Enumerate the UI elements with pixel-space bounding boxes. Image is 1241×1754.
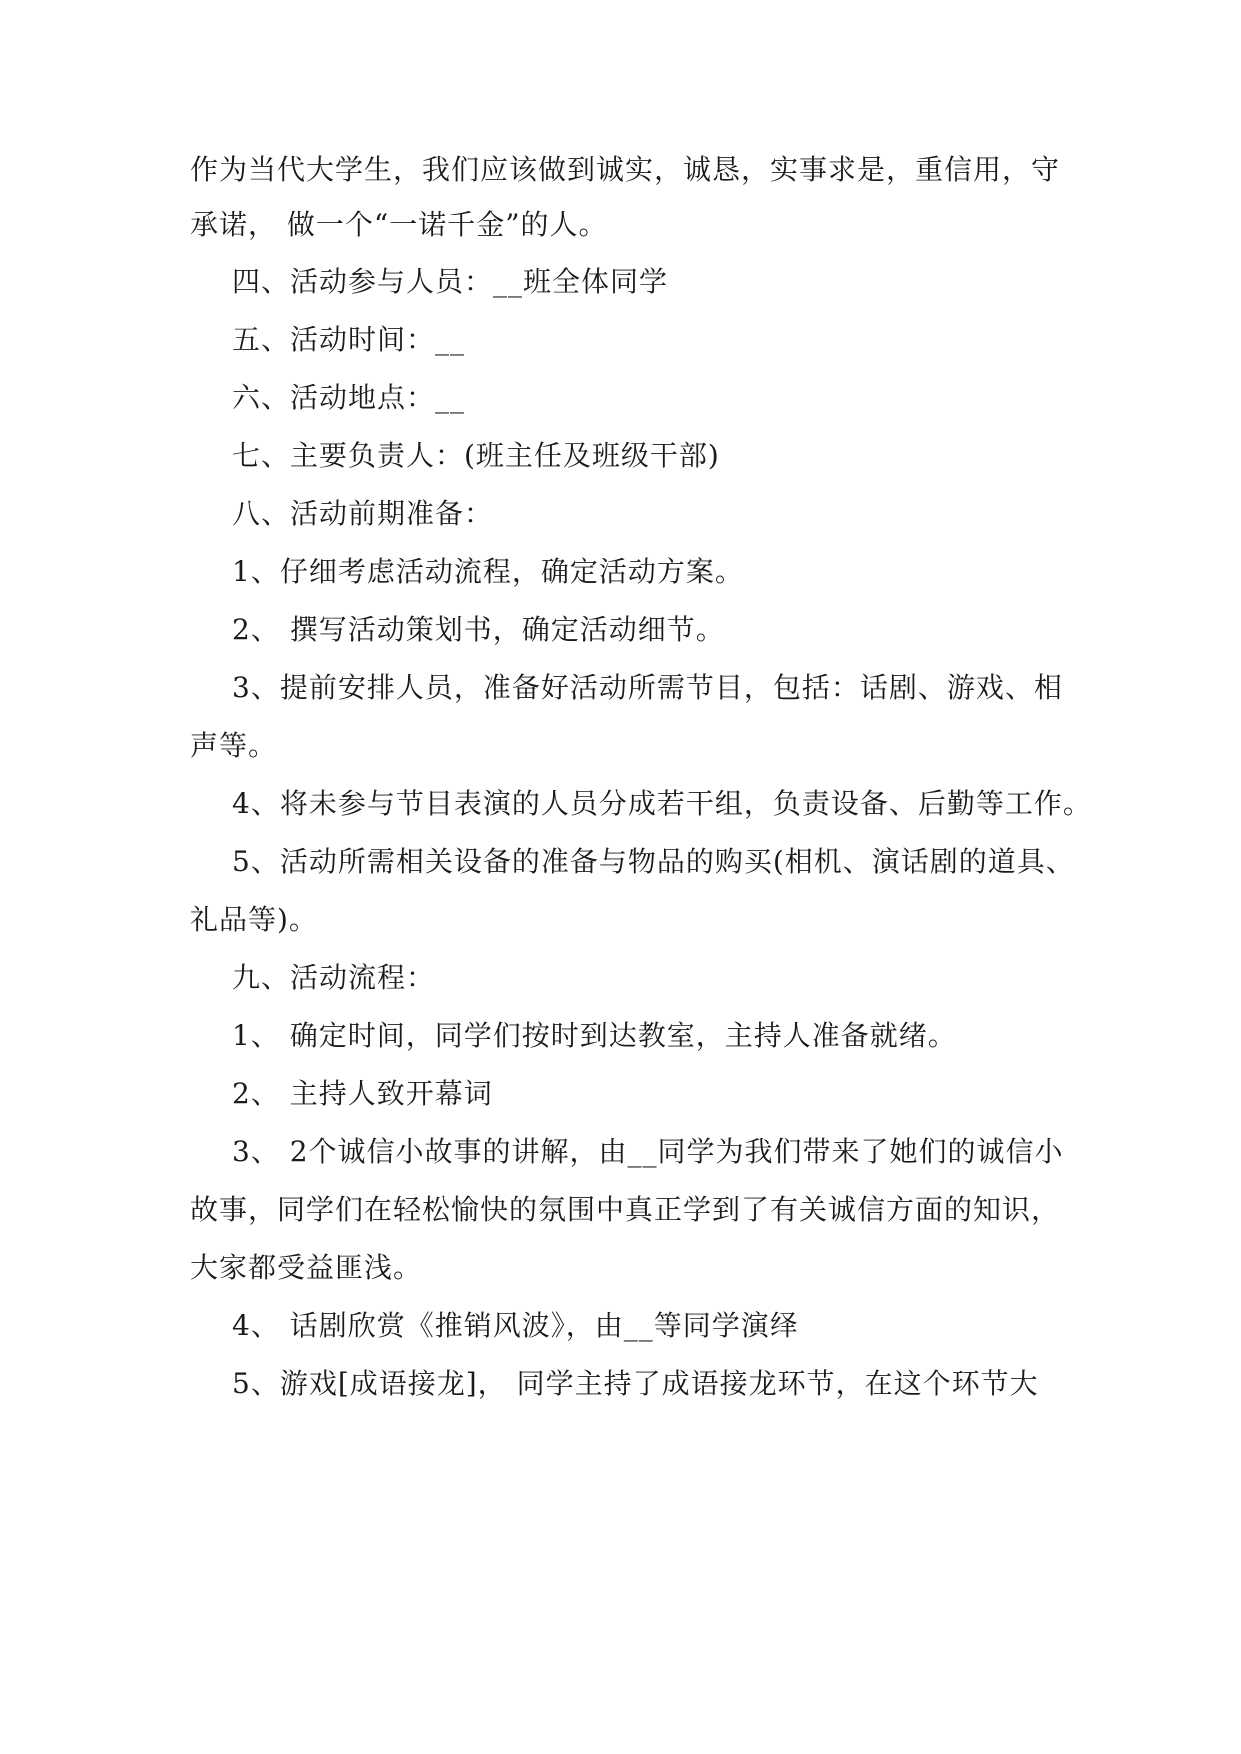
section-heading-participants: 四、活动参与人员：__班全体同学 <box>232 265 669 298</box>
paragraph-line: 承诺， 做一个“一诺千金”的人。 <box>190 208 608 241</box>
list-item-continuation: 声等。 <box>190 729 278 762</box>
list-item: 2、 主持人致开幕词 <box>232 1077 493 1110</box>
list-item-continuation: 礼品等)。 <box>190 903 318 936</box>
section-heading-responsible: 七、主要负责人：(班主任及班级干部) <box>232 439 720 472</box>
list-item-continuation: 故事，同学们在轻松愉快的氛围中真正学到了有关诚信方面的知识， <box>190 1193 1061 1226</box>
list-item-continuation: 大家都受益匪浅。 <box>190 1251 423 1284</box>
list-item: 1、 确定时间，同学们按时到达教室，主持人准备就绪。 <box>232 1019 957 1052</box>
list-item: 1、仔细考虑活动流程，确定活动方案。 <box>232 555 744 588</box>
list-item: 2、 撰写活动策划书，确定活动细节。 <box>232 613 725 646</box>
section-heading-process: 九、活动流程： <box>232 961 436 994</box>
section-heading-time: 五、活动时间：__ <box>232 323 466 356</box>
section-heading-location: 六、活动地点：__ <box>232 381 466 414</box>
list-item: 4、 话剧欣赏《推销风波》，由__等同学演绎 <box>232 1309 799 1342</box>
list-item: 4、将未参与节目表演的人员分成若干组，负责设备、后勤等工作。 <box>232 787 1092 820</box>
list-item: 5、游戏[成语接龙]， 同学主持了成语接龙环节，在这个环节大 <box>232 1367 1039 1400</box>
list-item: 3、 2个诚信小故事的讲解，由__同学为我们带来了她们的诚信小 <box>232 1135 1064 1168</box>
section-heading-preparation: 八、活动前期准备： <box>232 497 494 530</box>
paragraph-line: 作为当代大学生，我们应该做到诚实，诚恳，实事求是，重信用，守 <box>190 153 1061 186</box>
list-item: 5、活动所需相关设备的准备与物品的购买(相机、演话剧的道具、 <box>232 845 1075 878</box>
list-item: 3、提前安排人员，准备好活动所需节目，包括：话剧、游戏、相 <box>232 671 1063 704</box>
